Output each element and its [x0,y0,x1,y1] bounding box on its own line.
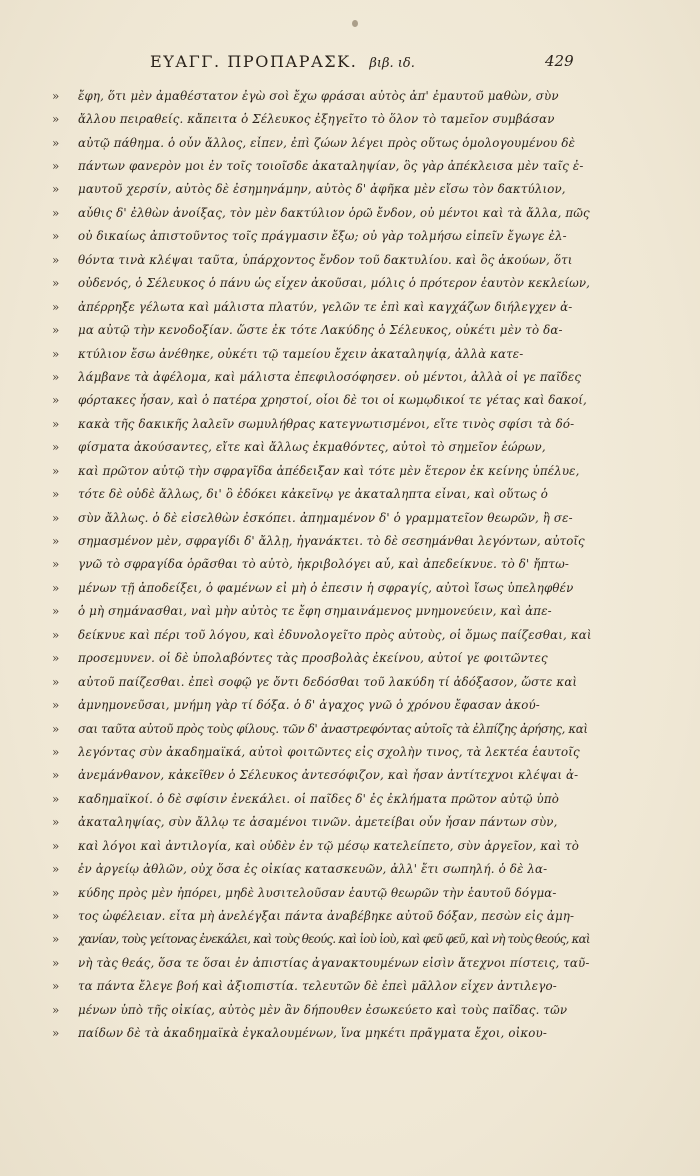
quotation-mark: » [52,323,60,338]
line-text: παίδων δὲ τὰ ἀκαδημαϊκὰ ἐγκαλουμένων, ἵνα μηκέτι πρᾶγματα ἔχοι, οἰκου- [78,1026,547,1041]
quotation-mark: » [52,463,60,478]
line-text: αὖθις δ' ἐλθὼν ἀνοίξας, τὸν μὲν δακτύλιον ὁρῶ ἔνδον, οὐ μέντοι καὶ τὰ ἄλλα, πῶς [78,205,590,220]
quotation-mark: » [52,885,60,900]
text-line [52,881,592,904]
text-line [52,107,592,130]
quotation-mark: » [52,674,60,689]
quotation-mark: » [52,580,60,595]
text-line [52,553,592,576]
text-line [52,951,592,974]
quotation-mark: » [52,205,60,220]
text-line [52,506,592,529]
line-text: μαυτοῦ χερσίν, αὐτὸς δὲ ἐσημηνάμην, αὐτὸς δ' ἀφῆκα μὲν εἴσω τὸν δακτύλιον, [78,182,566,197]
line-text: ἔφη, ὅτι μὲν ἀμαθέστατον ἐγὼ σοὶ ἔχω φράσαι αὐτὸς ἀπ' ἐμαυτοῦ μαθὼν, σὺν [78,88,559,103]
ink-spot [352,20,358,27]
quotation-mark: » [52,416,60,431]
text-line [52,693,592,716]
text-line [52,764,592,787]
line-text: θόντα τινὰ κλέψαι ταῦτα, ὑπάρχοντος ἔνδον τοῦ δακτυλίου. καὶ ὃς ἀκούων, ὅτι [78,252,573,267]
line-text: οὐδενός, ὁ Σέλευκος ὁ πάνυ ὡς εἶχεν ἀκοῦσαι, μόλις ὁ πρότερον ἑαυτὸν κεκλείων, [78,276,591,291]
quotation-mark: » [52,1002,60,1017]
line-text: σὺν ἄλλως. ὁ δὲ εἰσελθὼν ἐσκόπει. ἀπημαμένον δ' ὁ γραμματεῖον θεωρῶν, ἢ σε- [78,510,573,525]
text-line [52,670,592,693]
text-line [52,412,592,435]
quotation-mark: » [52,487,60,502]
page-number: 429 [545,52,574,70]
text-line [52,811,592,834]
text-line [52,389,592,412]
running-title: ΕΥΑΓΓ. ΠΡΟΠΑΡΑΣΚ. [150,52,358,71]
quotation-mark: » [52,229,60,244]
text-line [52,318,592,341]
text-line [52,576,592,599]
text-line [52,834,592,857]
text-line [52,904,592,927]
text-line [52,623,592,646]
text-line [52,178,592,201]
text-line [52,787,592,810]
line-text: φόρτακες ἦσαν, καὶ ὁ πατέρα χρηστοί, οἷοι δὲ τοι οἱ κωμῳδικοί τε γέτας καὶ δακοί, [78,393,587,408]
quotation-mark: » [52,698,60,713]
text-line [52,436,592,459]
quotation-mark: » [52,791,60,806]
text-line [52,998,592,1021]
quotation-mark: » [52,768,60,783]
text-line [52,84,592,107]
text-line [52,740,592,763]
text-line [52,529,592,552]
text-line [52,248,592,271]
quotation-mark: » [52,557,60,572]
quotation-mark: » [52,838,60,853]
line-text: μα αὐτῷ τὴν κενοδοξίαν. ὥστε ἐκ τότε Λακύδης ὁ Σέλευκος, οὐκέτι μὲν τὸ δα- [78,323,563,338]
quotation-mark: » [52,909,60,924]
text-line [52,717,592,740]
line-text: λεγόντας σὺν ἀκαδημαϊκά, αὐτοὶ φοιτῶντες εἰς σχολὴν τινος, τὰ λεκτέα ἑαυτοῖς [78,744,580,759]
quotation-mark: » [52,955,60,970]
text-line [52,154,592,177]
quotation-mark: » [52,932,60,947]
quotation-mark: » [52,276,60,291]
line-text: γνῶ τὸ σφραγίδα ὁρᾶσθαι τὸ αὐτὸ, ἠκριβολόγει αὖ, καὶ ἀπεδείκνυε. τὸ δ' ἤπτω- [78,557,570,572]
text-line [52,1022,592,1045]
line-text: νὴ τὰς θεάς, ὅσα τε ὅσαι ἐν ἀπιστίας ἀγανακτουμένων εἰσὶν ἄτεχνοι πίστεις, ταῦ- [78,955,590,970]
line-text: πάντων φανερὸν μοι ἐν τοῖς τοιοῖσδε ἀκαταληψίαν, ὃς γὰρ ἀπέκλεισα μὲν ταῖς ἐ- [78,159,584,174]
line-text: φίσματα ἀκούσαντες, εἴτε καὶ ἄλλως ἐκμαθόντες, αὐτοὶ τὸ σημεῖον ἑώρων, [78,440,546,455]
quotation-mark: » [52,369,60,384]
quotation-mark: » [52,393,60,408]
quotation-mark: » [52,651,60,666]
line-text: σαι ταῦτα αὐτοῦ πρὸς τοὺς φίλους. τῶν δ' ἀναστρεφόντας αὐτοῖς τὰ ἐλπίζης ἀρήσης, καὶ [78,721,588,736]
text-line [52,272,592,295]
text-line [52,295,592,318]
quotation-mark: » [52,135,60,150]
book-reference: βιβ. ιδ. [369,56,415,71]
quotation-mark: » [52,510,60,525]
quotation-mark: » [52,1026,60,1041]
line-text: ἀνεμάνθανον, κἀκεῖθεν ὁ Σέλευκος ἀντεσόφιζον, καὶ ἦσαν ἀντίτεχνοι κλέψαι ἀ- [78,768,579,783]
line-text: κακὰ τῆς δακικῆς λαλεῖν σωμυλήθρας κατεγνωτισμένοι, εἴτε τινὸς σφίσι τὰ δό- [78,416,575,431]
text-line [52,459,592,482]
quotation-mark: » [52,346,60,361]
text-line [52,365,592,388]
quotation-mark: » [52,815,60,830]
quotation-mark: » [52,534,60,549]
running-head [150,52,590,76]
line-text: χανίαν, τοὺς γείτονας ἐνεκάλει, καὶ τοὺς θεούς. καὶ ἰοὺ ἰοὺ, καὶ φεῦ φεῦ, καὶ νὴ τοὺς θεούς, καὶ [78,932,590,947]
text-line [52,342,592,365]
line-text: δείκνυε καὶ πέρι τοῦ λόγου, καὶ ἐδυνολογεῖτο πρὸς αὐτοὺς, οἱ ὅμως παίζεσθαι, καὶ [78,627,592,642]
line-text: καδημαϊκοί. ὁ δὲ σφίσιν ἐνεκάλει. οἱ παῖδες δ' ἐς ἐκλήματα πρῶτον αὐτῷ ὑπὸ [78,791,560,806]
quotation-mark: » [52,627,60,642]
quotation-mark: » [52,979,60,994]
text-line [52,131,592,154]
text-line [52,857,592,880]
line-text: ἀπέρρηξε γέλωτα καὶ μάλιστα πλατύν, γελῶν τε ἐπὶ καὶ καγχάζων διήλεγχεν ἀ- [78,299,573,314]
quotation-mark: » [52,88,60,103]
quotation-mark: » [52,440,60,455]
quotation-mark: » [52,744,60,759]
line-text: αὐτοῦ παίζεσθαι. ἐπεὶ σοφῷ γε ὄντι δεδόσθαι τοῦ λακύδη τί ἀδόξασον, ὥστε καὶ [78,674,578,689]
line-text: λάμβανε τὰ ἀφέλομα, καὶ μάλιστα ἐπεφιλοσόφησεν. οὐ μέντοι, ἀλλὰ οἱ γε παῖδες [78,369,582,384]
quotation-mark: » [52,182,60,197]
quotation-mark: » [52,862,60,877]
text-line [52,647,592,670]
quotation-mark: » [52,299,60,314]
text-line [52,600,592,623]
line-text: καὶ λόγοι καὶ ἀντιλογία, καὶ οὐδὲν ἐν τῷ μέσῳ κατελείπετο, σὺν ἀργεῖον, καὶ τὸ [78,838,579,853]
line-text: σημασμένον μὲν, σφραγίδι δ' ἄλλῃ, ἠγανάκτει. τὸ δὲ σεσημάνθαι λεγόντων, αὐτοῖς [78,534,585,549]
line-text: ἀμνημονεῦσαι, μνήμη γὰρ τί δόξα. ὁ δ' ἀγαχος γνῶ ὁ χρόνου ἔφασαν ἀκού- [78,698,540,713]
quotation-mark: » [52,721,60,736]
line-text: τότε δὲ οὐδὲ ἄλλως, δι' ὃ ἐδόκει κἀκεῖνῳ γε ἀκαταληπτα εἶναι, καὶ οὕτως ὁ [78,487,548,502]
line-text: μένων ὑπὸ τῆς οἰκίας, αὐτὸς μὲν ἂν δήπουθεν ἐσωκεύετο καὶ τοὺς παῖδας. τῶν [78,1002,568,1017]
line-text: καὶ πρῶτον αὐτῷ τὴν σφραγῖδα ἀπέδειξαν καὶ τότε μὲν ἕτερον ἐκ κείνης ὑπέλυε, [78,463,580,478]
quotation-mark: » [52,159,60,174]
quotation-mark: » [52,112,60,127]
quotation-mark: » [52,604,60,619]
text-line [52,201,592,224]
text-line [52,225,592,248]
line-text: ἐν ἀργείῳ ἀθλῶν, οὐχ ὅσα ἐς οἰκίας κατασκευῶν, ἀλλ' ἔτι σωπηλή. ὁ δὲ λα- [78,862,548,877]
line-text: κτύλιον ἔσω ἀνέθηκε, οὐκέτι τῷ ταμείου ἔχειν ἀκαταληψίᾳ, ἀλλὰ κατε- [78,346,524,361]
line-text: ὁ μὴ σημάνασθαι, ναὶ μὴν αὐτὸς τε ἔφη σημαινάμενος μνημονεύειν, καὶ ἀπε- [78,604,552,619]
line-text: οὐ δικαίως ἀπιστοῦντος τοῖς πράγμασιν ἔξω; οὐ γὰρ τολμήσω εἰπεῖν ἔγωγε ἐλ- [78,229,567,244]
line-text: ἄλλου πειραθείς. κἄπειτα ὁ Σέλευκος ἐξηγεῖτο τὸ ὅλον τὸ ταμεῖον συμβάσαν [78,112,555,127]
line-text: προσεμυνεν. οἱ δὲ ὑπολαβόντες τὰς προσβολὰς ἐκείνου, αὐτοί γε φοιτῶντες [78,651,548,666]
line-text: ἀκαταληψίας, σὺν ἄλλῳ τε ἀσαμένοι τινῶν. ἀμετείβαι οὖν ἦσαν πάντων σὺν, [78,815,558,830]
text-block [52,84,592,1045]
line-text: μένων τῇ ἀποδείξει, ὁ φαμένων εἰ μὴ ὁ ἐπεσιν ἡ σφραγίς, αὐτοὶ ἴσως ὑπεληφθέν [78,580,574,595]
text-line [52,975,592,998]
quotation-mark: » [52,252,60,267]
text-line [52,482,592,505]
line-text: τος ὠφέλειαν. εἶτα μὴ ἀνελέγξαι πάντα ἀναβέβηκε αὐτοῦ δόξαν, πεσὼν εἰς ἀμη- [78,909,575,924]
line-text: τα πάντα ἔλεγε βοή καὶ ἀξιοπιστία. τελευτῶν δὲ ἐπεὶ μᾶλλον εἶχεν ἀντιλεγο- [78,979,557,994]
line-text: κύδης πρὸς μὲν ἠπόρει, μηδὲ λυσιτελοῦσαν ἑαυτῷ θεωρῶν τὴν ἑαυτοῦ δόγμα- [78,885,557,900]
line-text: αὐτῷ πάθημα. ὁ οὖν ἄλλος, εἶπεν, ἐπὶ ζώων λέγει πρὸς οὕτως ὁμολογουμένου δὲ [78,135,576,150]
text-line [52,928,592,951]
